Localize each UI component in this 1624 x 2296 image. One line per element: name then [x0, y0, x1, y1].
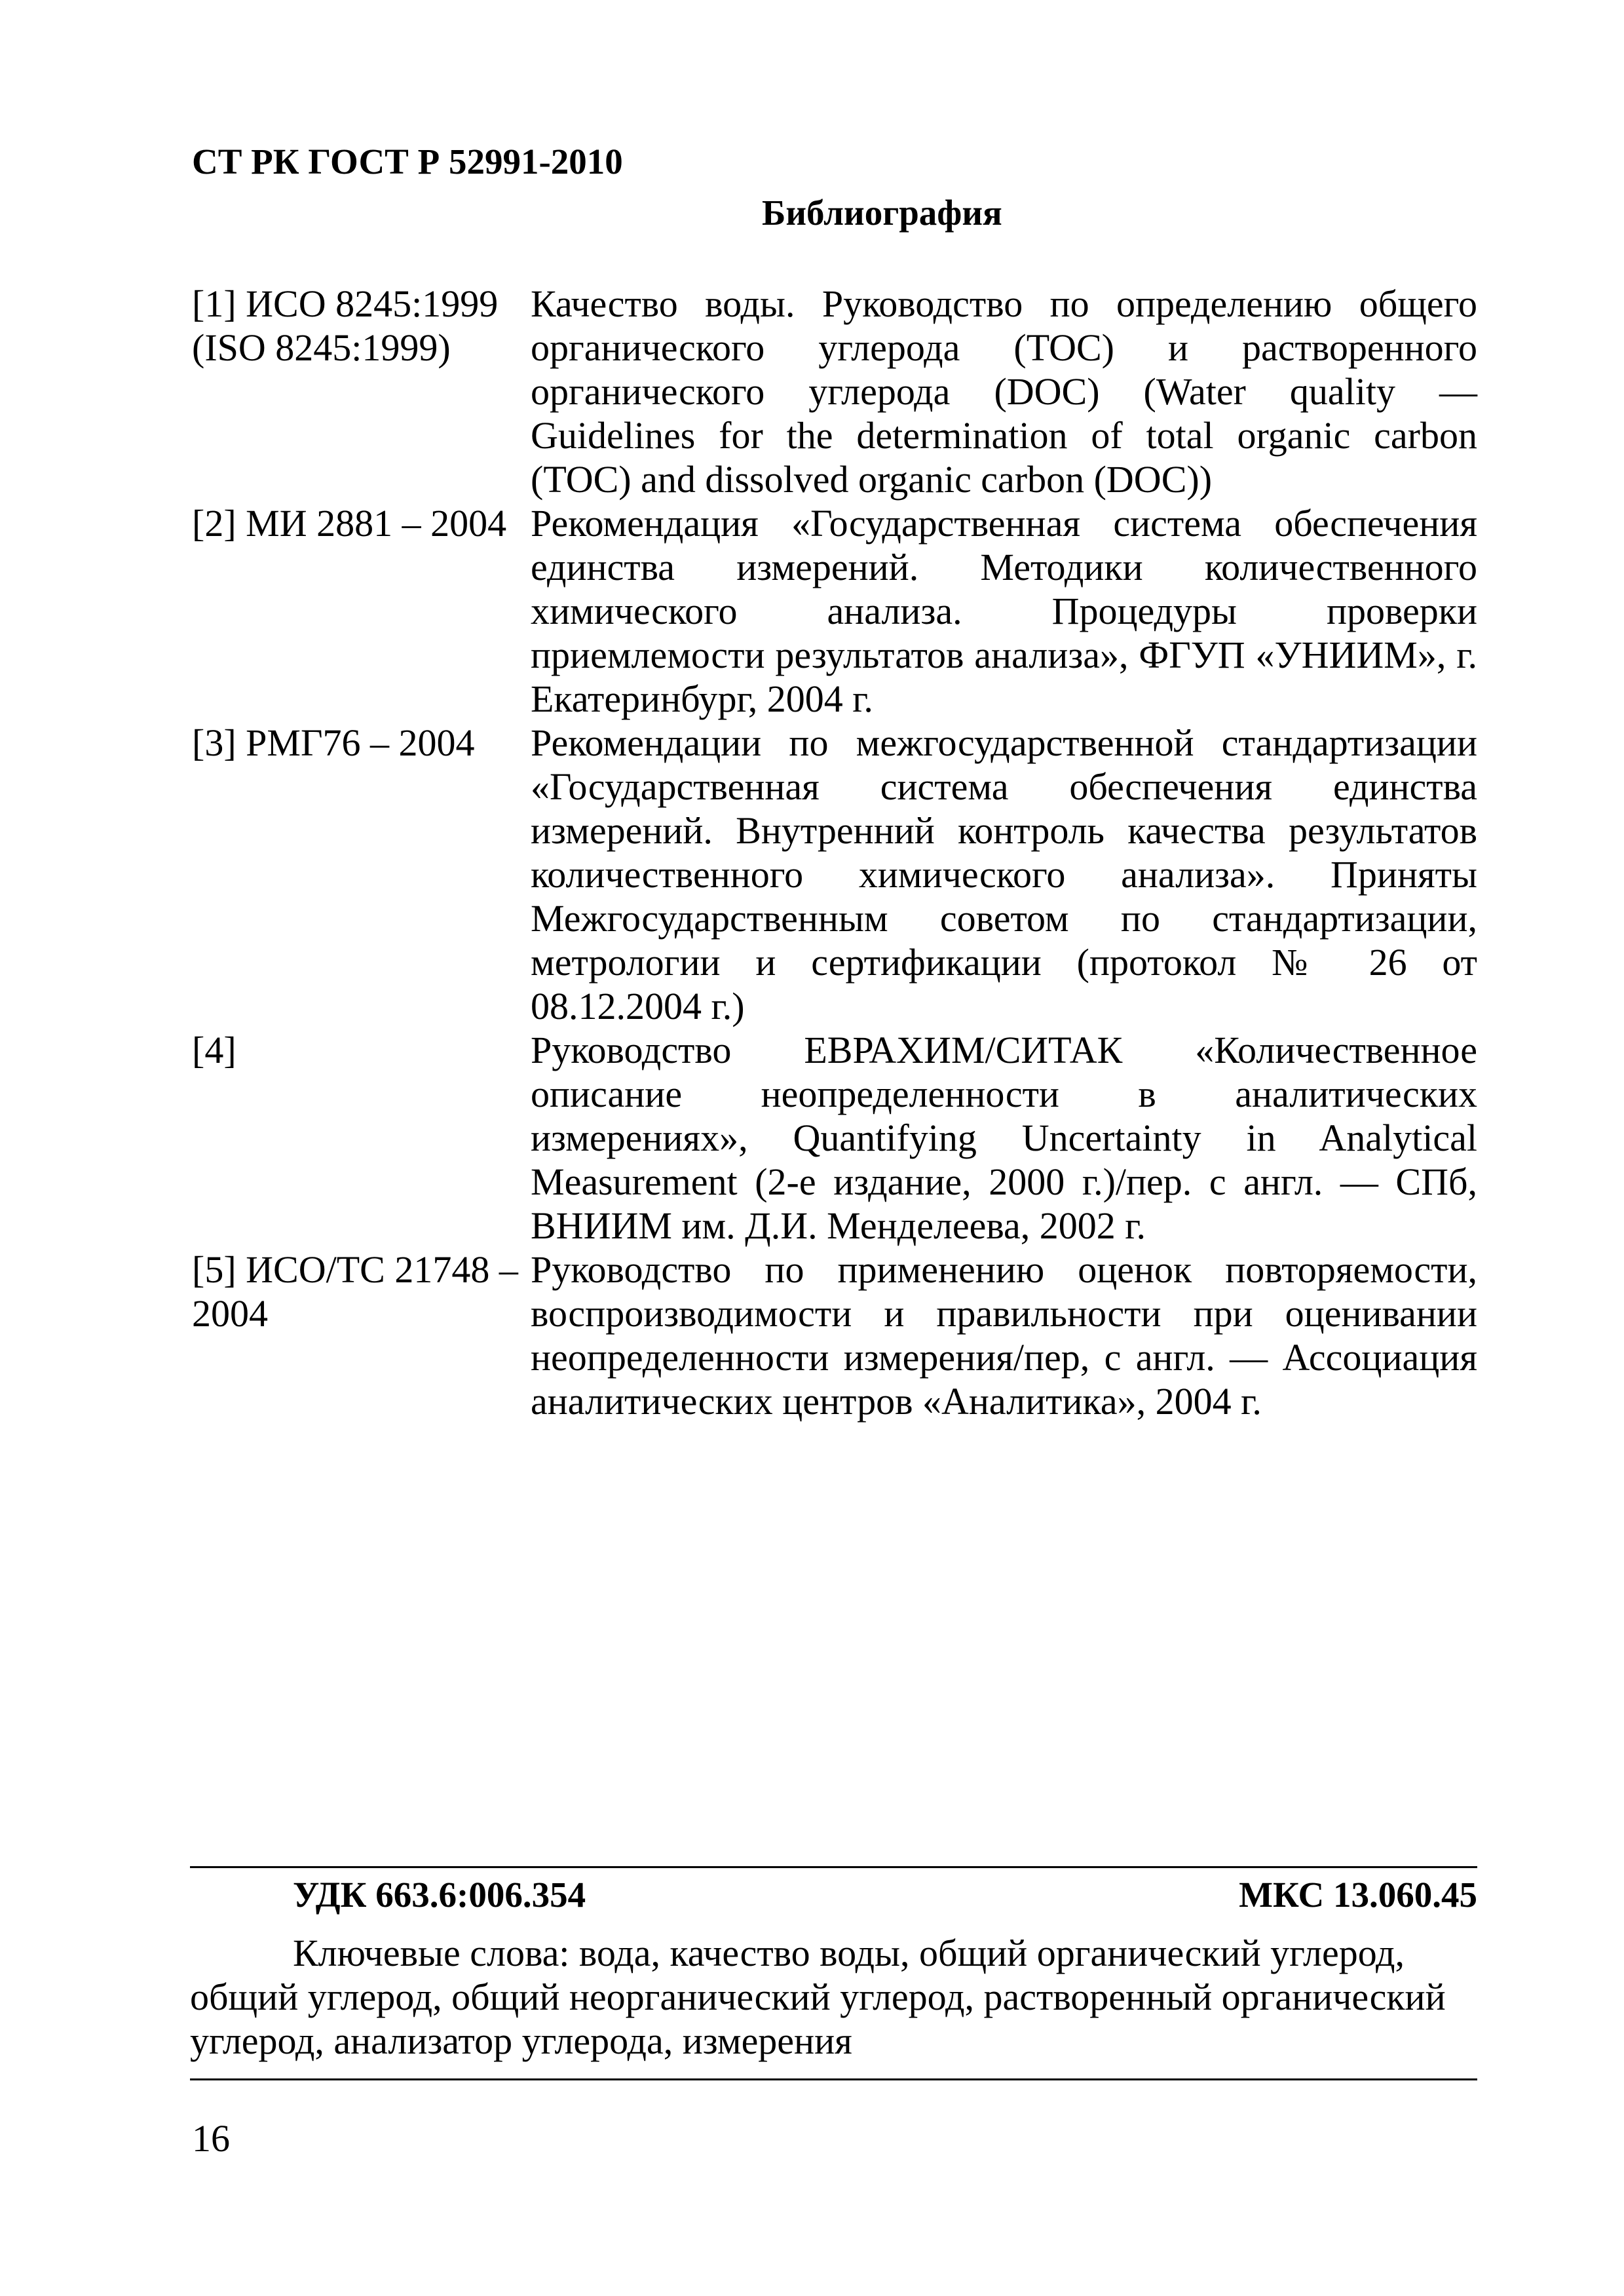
reference-item: [192, 501, 1477, 721]
reference-item: [192, 282, 1477, 501]
page-number: 16: [192, 2117, 230, 2160]
reference-text: Рекомендация «Государственная система обеспечения единства измерений. Методики количественного химического анализа. Процедуры проверки приемлемости результатов анализа», ФГУП «УНИИМ», г. Екатеринбург, 2004 г.: [531, 502, 1477, 720]
reference-text: Качество воды. Руководство по определению общего органического углерода (TOC) и растворенного органического углерода (DOC) (Water quality — Guidelines for the determination of total organic carbon (TOC) and dissolved organic carbon (DOC)): [531, 282, 1477, 501]
reference-item: [192, 1248, 1477, 1423]
reference-item: [192, 1028, 1477, 1248]
reference-text: Руководство ЕВРАХИМ/СИТАК «Количественное описание неопределенности в аналитических измерениях», Quantifying Uncertainty in Analytical Measurement (2-е издание, 2000 г.)/пер. с англ. — СПб, ВНИИМ им. Д.И. Менделеева, 2002 г.: [531, 1029, 1477, 1247]
standard-header: СТ РК ГОСТ Р 52991-2010: [192, 142, 623, 182]
reference-id: [5] ИСО/ТС 21748 – 2004: [192, 1248, 518, 1335]
reference-list: [192, 282, 1477, 1423]
reference-id: [3] РМГ76 – 2004: [192, 721, 475, 764]
mks-code: МКС 13.060.45: [1239, 1875, 1477, 1915]
reference-text: Руководство по применению оценок повторяемости, воспроизводимости и правильности при оценивании неопределенности измерения/пер, с англ. — Ассоциация аналитических центров «Аналитика», 2004 г.: [531, 1248, 1477, 1423]
reference-id: [2] МИ 2881 – 2004: [192, 502, 507, 545]
keywords: Ключевые слова: вода, качество воды, общий органический углерод, общий углерод, общий неорганический углерод, растворенный органический углерод, анализатор углерода, измерения: [190, 1931, 1477, 2080]
reference-text: Рекомендации по межгосударственной стандартизации «Государственная система обеспечения единства измерений. Внутренний контроль качества результатов количественного химического анализа». Приняты Межгосударственным советом по стандартизации, метрологии и сертификации (протокол № 26 от 08.12.2004 г.): [531, 721, 1477, 1027]
bibliography-title: Библиография: [762, 193, 1002, 233]
reference-id: [1] ИСО 8245:1999 (ISO 8245:1999): [192, 282, 499, 369]
reference-id: [4]: [192, 1029, 236, 1071]
classification-block: [190, 1866, 1477, 2080]
classification-row: [190, 1872, 1477, 1918]
udk-code: УДК 663.6:006.354: [293, 1875, 586, 1915]
reference-item: [192, 721, 1477, 1028]
